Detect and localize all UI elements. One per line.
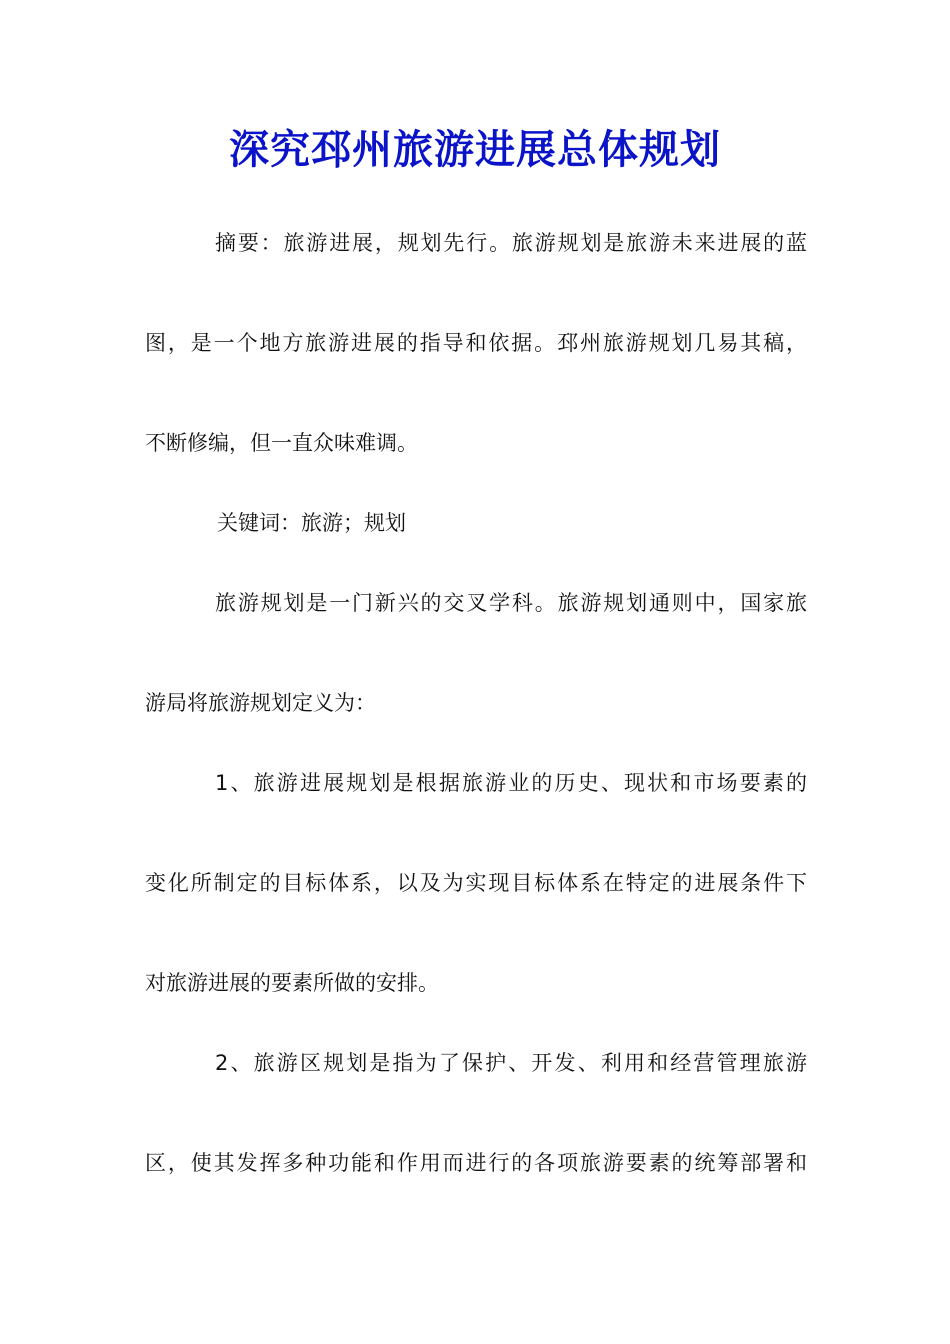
item-1-line-3: 对旅游进展的要素所做的安排。	[145, 971, 439, 995]
keywords-line: 关键词：旅游；规划	[217, 511, 406, 535]
abstract-line-2: 图，是一个地方旅游进展的指导和依据。邳州旅游规划几易其稿，	[145, 331, 807, 355]
item-2-line-2: 区，使其发挥多种功能和作用而进行的各项旅游要素的统筹部署和	[145, 1151, 807, 1175]
item-2-line-1: 2、旅游区规划是指为了保护、开发、利用和经营管理旅游	[215, 1051, 807, 1075]
paragraph-line-2: 游局将旅游规划定义为：	[145, 691, 376, 715]
abstract-line-3: 不断修编，但一直众味难调。	[145, 431, 418, 455]
paragraph-line-1: 旅游规划是一门新兴的交叉学科。旅游规划通则中，国家旅	[215, 591, 807, 615]
abstract-line-1: 摘要：旅游进展，规划先行。旅游规划是旅游未来进展的蓝	[215, 231, 807, 255]
item-1-line-1: 1、旅游进展规划是根据旅游业的历史、现状和市场要素的	[215, 771, 807, 795]
item-1-line-2: 变化所制定的目标体系，以及为实现目标体系在特定的进展条件下	[145, 871, 807, 895]
document-title: 深究邳州旅游进展总体规划	[229, 126, 721, 173]
